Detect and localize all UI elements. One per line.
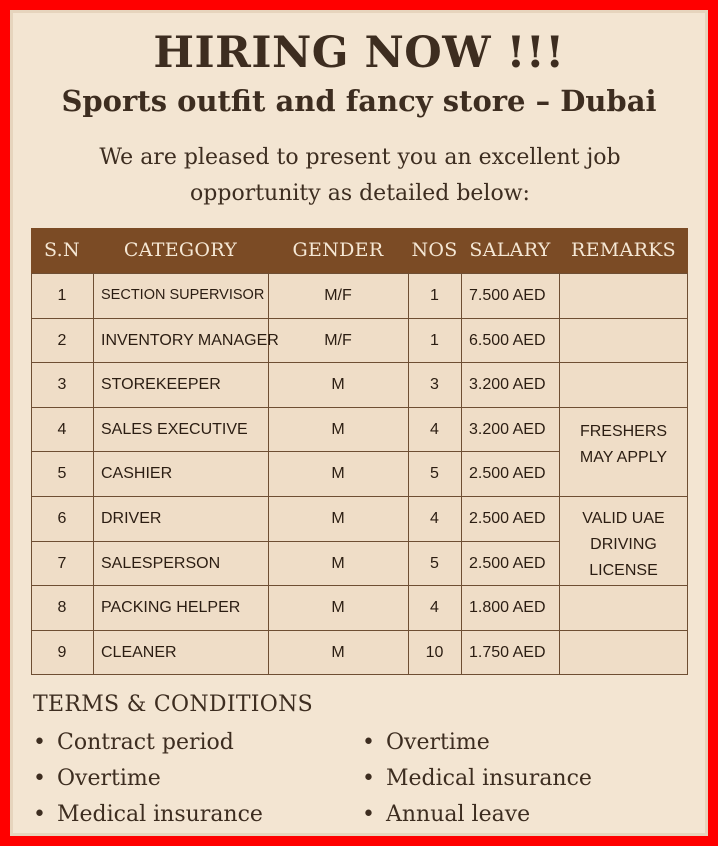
header-nos: NOS	[411, 239, 458, 261]
intro-line-2: opportunity as detailed below:	[190, 181, 530, 206]
header-salary: SALARY	[469, 239, 551, 261]
terms-left-item: • Overtime	[33, 766, 161, 791]
bullet-icon: •	[362, 802, 375, 827]
row-nos: 4	[430, 599, 439, 617]
remarks-cell	[559, 630, 688, 676]
terms-left-item: • Medical insurance	[33, 802, 263, 827]
row-sn: 7	[57, 554, 67, 572]
row-category: INVENTORY MANAGER	[101, 331, 279, 349]
header-remarks: REMARKS	[571, 239, 676, 261]
intro-text	[60, 140, 660, 212]
page-title: HIRING NOW !!!	[153, 28, 565, 78]
header-sn: S.N	[44, 239, 80, 261]
remarks-cell	[559, 362, 688, 408]
row-sn: 3	[57, 376, 67, 394]
row-category: SALES EXECUTIVE	[101, 420, 248, 438]
remark-line: VALID UAE	[582, 510, 665, 527]
row-nos: 5	[430, 554, 439, 572]
row-nos: 1	[430, 331, 439, 349]
row-sn: 9	[57, 643, 67, 661]
bullet-icon: •	[33, 730, 46, 755]
terms-right-item: • Overtime	[362, 730, 490, 755]
row-nos: 4	[430, 510, 439, 527]
row-sn: 8	[57, 599, 67, 617]
bullet-icon: •	[362, 766, 375, 791]
row-category: SALESPERSON	[101, 554, 221, 572]
row-nos: 1	[430, 287, 439, 304]
row-salary: 2.500 AED	[469, 510, 546, 527]
remarks-cell	[559, 273, 688, 319]
terms-heading: TERMS & CONDITIONS	[33, 692, 314, 717]
row-gender: M	[331, 465, 345, 483]
header-category: CATEGORY	[123, 239, 238, 261]
intro-line-1: We are pleased to present you an excellent job	[99, 145, 621, 170]
row-salary: 6.500 AED	[469, 331, 546, 349]
row-gender: M	[331, 554, 345, 572]
row-nos: 3	[430, 376, 439, 394]
remarks-cell	[559, 318, 688, 364]
row-sn: 4	[57, 420, 67, 438]
row-category: PACKING HELPER	[101, 599, 241, 617]
row-salary: 1.750 AED	[469, 643, 546, 661]
row-salary: 3.200 AED	[469, 420, 546, 438]
remark-line: MAY APPLY	[579, 448, 668, 466]
remark-license	[559, 506, 688, 584]
header-gender: GENDER	[292, 239, 384, 261]
row-salary: 2.500 AED	[469, 554, 546, 572]
row-gender: M	[331, 643, 345, 661]
row-sn: 5	[57, 465, 67, 483]
row-salary: 7.500 AED	[469, 287, 546, 304]
jobs-table	[31, 228, 688, 674]
terms-right-item: • Medical insurance	[362, 766, 592, 791]
bullet-icon: •	[33, 766, 46, 791]
remark-freshers	[559, 419, 688, 471]
remark-line: FRESHERS	[579, 422, 668, 440]
row-category: SECTION SUPERVISOR	[101, 287, 265, 303]
row-gender: M/F	[324, 331, 352, 349]
remark-line: DRIVING	[590, 536, 657, 553]
row-nos: 4	[430, 420, 439, 438]
row-gender: M/F	[324, 287, 352, 304]
bullet-icon: •	[33, 802, 46, 827]
row-category: STOREKEEPER	[101, 376, 221, 394]
bullet-icon: •	[362, 730, 375, 755]
remarks-cell	[559, 585, 688, 631]
row-nos: 5	[430, 465, 439, 483]
row-category: DRIVER	[101, 510, 162, 527]
row-sn: 2	[57, 331, 67, 349]
row-sn: 6	[57, 510, 67, 527]
row-nos: 10	[425, 643, 444, 661]
row-salary: 2.500 AED	[469, 465, 546, 483]
row-gender: M	[331, 510, 345, 527]
terms-right-item: • Annual leave	[362, 802, 531, 827]
remark-line: LICENSE	[589, 562, 658, 579]
row-salary: 3.200 AED	[469, 376, 546, 394]
row-sn: 1	[57, 287, 67, 304]
page-subtitle: Sports outfit and fancy store – Dubai	[61, 84, 657, 118]
row-gender: M	[331, 376, 345, 394]
row-gender: M	[331, 420, 345, 438]
terms-left-item: • Contract period	[33, 730, 234, 755]
row-gender: M	[331, 599, 345, 617]
row-category: CLEANER	[101, 643, 177, 661]
row-salary: 1.800 AED	[469, 599, 546, 617]
row-category: CASHIER	[101, 465, 173, 483]
